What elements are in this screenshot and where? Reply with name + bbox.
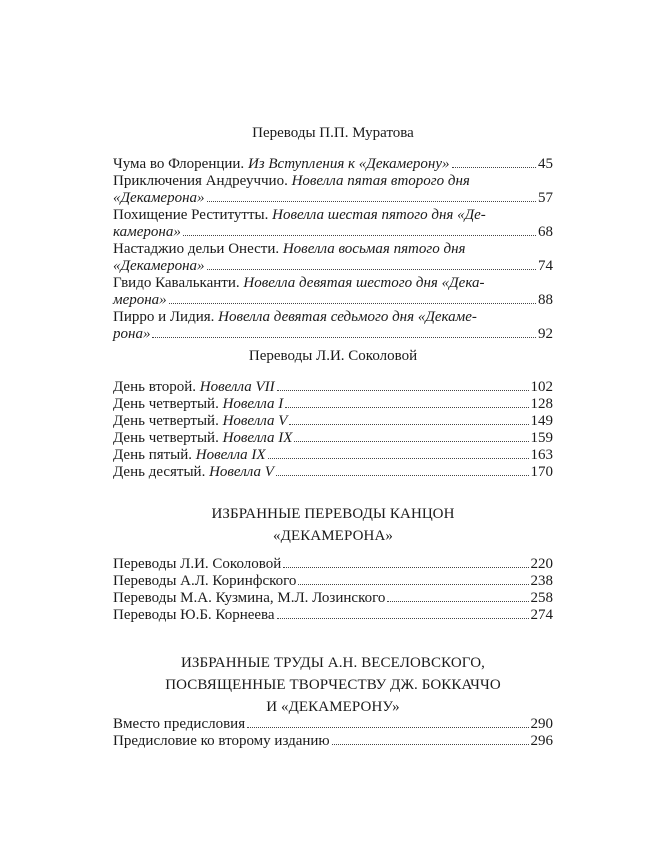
- dot-leader: [247, 726, 528, 728]
- page-number: 163: [530, 447, 553, 463]
- toc-entry[interactable]: День пятый. Новелла IX 163: [113, 447, 553, 463]
- page-number: 290: [530, 716, 553, 732]
- section-sokolova-entries: [113, 379, 553, 481]
- dot-leader: [169, 302, 536, 304]
- page-number: 149: [530, 413, 553, 429]
- toc-entry[interactable]: Переводы Ю.Б. Корнеева 274: [113, 607, 553, 623]
- toc-entry[interactable]: День второй. Новелла VII 102: [113, 379, 553, 395]
- toc-entry[interactable]: Пирро и Лидия. Новелла девятая седьмого дня «Декаме- рона» 92: [113, 309, 553, 342]
- page-number: 88: [538, 292, 553, 308]
- page-number: 45: [538, 156, 553, 172]
- section-heading-canzones: ИЗБРАННЫЕ ПЕРЕВОДЫ КАНЦОН «ДЕКАМЕРОНА»: [211, 506, 455, 544]
- dot-leader: [207, 200, 536, 202]
- page-number: 238: [530, 573, 553, 589]
- page-number: 68: [538, 224, 553, 240]
- page-number: 258: [530, 590, 553, 606]
- page-number: 220: [530, 556, 553, 572]
- toc-entry[interactable]: День десятый. Новелла V 170: [113, 464, 553, 480]
- toc-entry[interactable]: Переводы Л.И. Соколовой 220: [113, 556, 553, 572]
- dot-leader: [289, 423, 528, 425]
- page-number: 102: [530, 379, 553, 395]
- toc-entry[interactable]: День четвертый. Новелла I 128: [113, 396, 553, 412]
- dot-leader: [268, 457, 529, 459]
- section-heading-veselovsky: ИЗБРАННЫЕ ТРУДЫ А.Н. ВЕСЕЛОВСКОГО, ПОСВЯЩЕННЫЕ ТВОРЧЕСТВУ ДЖ. БОККАЧЧО И «ДЕКАМЕРОНУ»: [165, 655, 501, 715]
- toc-entry[interactable]: День четвертый. Новелла IX 159: [113, 430, 553, 446]
- toc-entry[interactable]: Приключения Андреуччио. Новелла пятая второго дня «Декамерона» 57: [113, 173, 553, 206]
- dot-leader: [283, 566, 528, 568]
- dot-leader: [332, 743, 529, 745]
- dot-leader: [276, 474, 529, 476]
- page-number: 159: [530, 430, 553, 446]
- toc-entry[interactable]: Предисловие ко второму изданию 296: [113, 733, 553, 749]
- page-number: 92: [538, 326, 553, 342]
- section-canzones-entries: [113, 556, 553, 624]
- toc-entry[interactable]: Чума во Флоренции. Из Вступления к «Декамерону» 45: [113, 156, 553, 172]
- dot-leader: [277, 389, 529, 391]
- toc-entry[interactable]: Переводы А.Л. Коринфского 238: [113, 573, 553, 589]
- toc-entry[interactable]: Вместо предисловия 290: [113, 716, 553, 732]
- toc-entry[interactable]: Переводы М.А. Кузмина, М.Л. Лозинского 258: [113, 590, 553, 606]
- page-number: 128: [530, 396, 553, 412]
- dot-leader: [387, 600, 528, 602]
- section-muratov-entries: [113, 156, 553, 343]
- dot-leader: [183, 234, 536, 236]
- dot-leader: [452, 166, 537, 168]
- dot-leader: [298, 583, 528, 585]
- dot-leader: [277, 617, 529, 619]
- dot-leader: [294, 440, 528, 442]
- page-number: 74: [538, 258, 553, 274]
- toc-entry[interactable]: День четвертый. Новелла V 149: [113, 413, 553, 429]
- page-number: 170: [530, 464, 553, 480]
- dot-leader: [207, 268, 536, 270]
- toc-entry[interactable]: Похищение Реститутты. Новелла шестая пятого дня «Де- камерона» 68: [113, 207, 553, 240]
- page-number: 274: [530, 607, 553, 623]
- section-heading-muratov: Переводы П.П. Муратова: [252, 125, 414, 141]
- section-heading-sokolova: Переводы Л.И. Соколовой: [248, 348, 418, 364]
- page-number: 296: [530, 733, 553, 749]
- page-number: 57: [538, 190, 553, 206]
- dot-leader: [285, 406, 528, 408]
- section-veselovsky-entries: [113, 716, 553, 750]
- dot-leader: [152, 336, 536, 338]
- toc-entry[interactable]: Настаджио дельи Онести. Новелла восьмая пятого дня «Декамерона» 74: [113, 241, 553, 274]
- toc-entry[interactable]: Гвидо Кавальканти. Новелла девятая шестого дня «Дека- мерона» 88: [113, 275, 553, 308]
